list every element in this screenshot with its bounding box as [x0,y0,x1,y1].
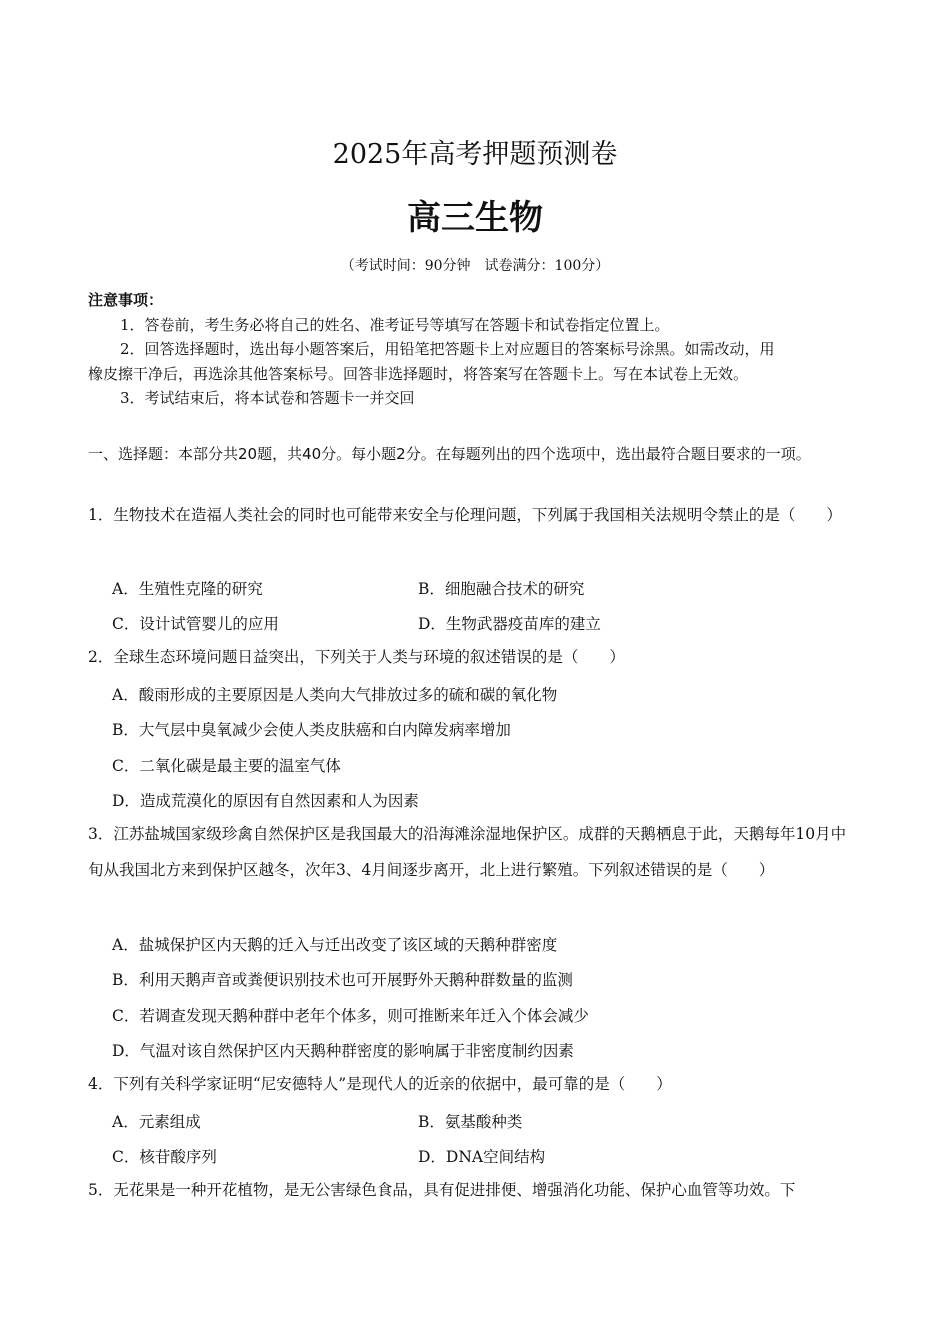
question-4 [88,1067,858,1103]
exam-info: （考试时间：90分钟 试卷满分：100分） [340,258,610,274]
option-b: B．利用天鹅声音或粪便识别技术也可开展野外天鹅种群数量的监测 [112,971,573,989]
option-a: A．生殖性克隆的研究 [112,580,263,598]
question-stem: 5．无花果是一种开花植物，是无公害绿色食品，具有促进排便、增强消化功能、保护心血管等功效。下 [88,1181,796,1199]
option-d: D．气温对该自然保护区内天鹅种群密度的影响属于非密度制约因素 [112,1042,574,1060]
option-b: B．细胞融合技术的研究 [418,580,585,598]
option-a: A．元素组成 [112,1113,201,1131]
option-c: C．核苷酸序列 [112,1148,217,1166]
subject-title: 高三生物 [407,198,543,238]
option-c: C．若调查发现天鹅种群中老年个体多，则可推断来年迁入个体会减少 [112,1007,589,1025]
question-2 [88,640,858,676]
question-stem: 4．下列有关科学家证明“尼安德特人”是现代人的近亲的依据中，最可靠的是（ ） [88,1075,672,1093]
option-d: D．造成荒漠化的原因有自然因素和人为因素 [112,792,419,810]
option-a: A．酸雨形成的主要原因是人类向大气排放过多的硫和碳的氧化物 [112,686,558,704]
option-c: C．设计试管婴儿的应用 [112,615,279,633]
option-b: B．大气层中臭氧减少会使人类皮肤癌和白内障发病率增加 [112,721,511,739]
section-heading: 一、选择题：本部分共20题，共40分。每小题2分。在每题列出的四个选项中，选出最符合题目要求的一项。 [88,445,811,463]
question-1 [88,498,858,534]
note-item-3: 3．考试结束后，将本试卷和答题卡一并交回 [120,389,415,407]
question-5 [88,1173,858,1209]
question-stem: 3．江苏盐城国家级珍禽自然保护区是我国最大的沿海滩涂湿地保护区。成群的天鹅栖息于此，天鹅每年10月中旬从我国北方来到保护区越冬，次年3、4月间逐步离开，北上进行繁殖。下列叙述错误的是（ ） [88,825,847,879]
question-stem: 1．生物技术在造福人类社会的同时也可能带来安全与伦理问题，下列属于我国相关法规明令禁止的是（ ） [88,506,842,524]
note-item-2: 2．回答选择题时，选出每小题答案后，用铅笔把答题卡上对应题目的答案标号涂黑。如需改动，用橡皮擦干净后，再选涂其他答案标号。回答非选择题时，将答案写在答题卡上。写在本试卷上无效。 [88,340,775,383]
exam-title: 2025年高考押题预测卷 [332,139,618,170]
option-c: C．二氧化碳是最主要的温室气体 [112,757,341,775]
notes-heading: 注意事项： [88,291,164,309]
question-3 [88,817,858,888]
option-d: D．DNA空间结构 [418,1148,546,1166]
notes-block [88,288,848,411]
note-item-1: 1．答卷前，考生务必将自己的姓名、准考证号等填写在答题卡和试卷指定位置上。 [120,315,670,334]
option-d: D．生物武器疫苗库的建立 [418,615,601,633]
option-a: A．盐城保护区内天鹅的迁入与迁出改变了该区域的天鹅种群密度 [112,936,558,954]
question-stem: 2．全球生态环境问题日益突出，下列关于人类与环境的叙述错误的是（ ） [88,648,625,666]
option-b: B．氨基酸种类 [418,1113,523,1131]
